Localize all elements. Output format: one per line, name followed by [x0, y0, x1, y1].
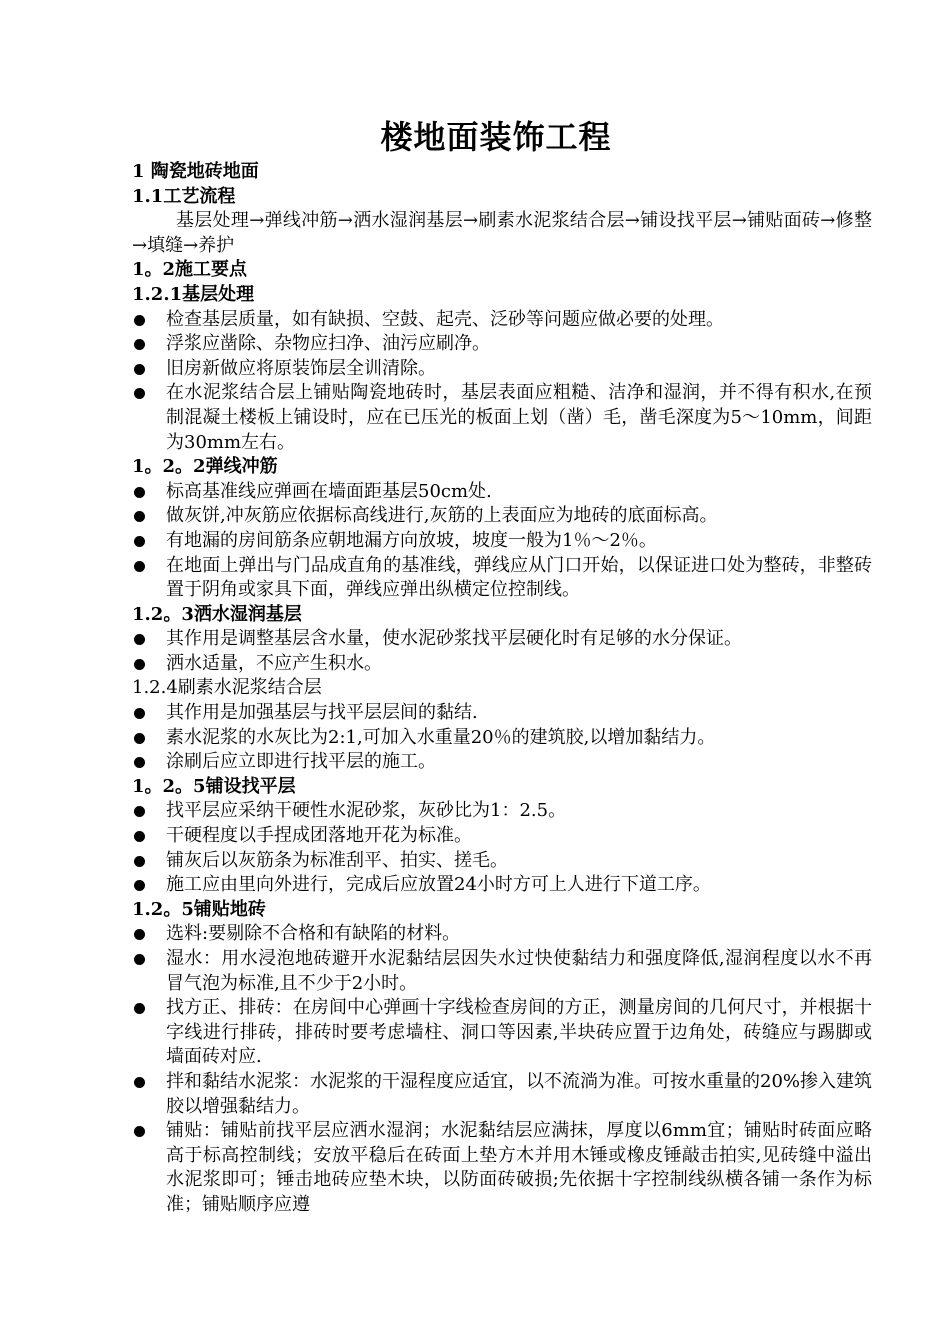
bullet-item [132, 308, 872, 333]
bullet-dot-icon [134, 954, 145, 965]
bullet-text: 有地漏的房间筋条应朝地漏方向放坡，坡度一般为1％～2％。 [166, 529, 657, 551]
bullet-item [132, 824, 872, 849]
bullet-dot-icon [134, 733, 145, 744]
bullet-text: 涂刷后应立即进行找平层的施工。 [166, 751, 436, 773]
bullet-item [132, 381, 872, 455]
bullet-item [132, 1070, 872, 1119]
bullet-text: 拌和黏结水泥浆：水泥浆的干湿程度应适宜，以不流淌为准。可按水重量的20%掺入建筑胶以增强黏结力。 [166, 1070, 873, 1117]
bullet-dot-icon [134, 708, 145, 719]
bullet-text: 其作用是加强基层与找平层层间的黏结. [166, 702, 478, 724]
bullet-dot-icon [134, 856, 145, 867]
bullet-dot-icon [134, 634, 145, 645]
bullet-dot-icon [134, 487, 145, 498]
bullet-dot-icon [134, 536, 145, 547]
document-title: 楼地面装饰工程 [380, 118, 612, 156]
bullet-text: 铺贴：铺贴前找平层应洒水湿润；水泥黏结层应满抹，厚度以6mm宜；铺贴时砖面应略高于标高控制线；安放平稳后在砖面上垫方木并用木锤或橡皮锤敲击拍实,见砖缝中溢出水泥浆即可；锤击地砖应垫木块，以防面砖破损;先依据十字控制线纵横各铺一条作为标准；铺贴顺序应遵 [166, 1120, 872, 1215]
bullet-dot-icon [134, 806, 145, 817]
section-heading: 1。2施工要点 [132, 259, 248, 281]
bullet-item [132, 996, 872, 1070]
bullet-text: 标高基准线应弹画在墙面距基层50cm处. [166, 480, 492, 502]
bullet-item [132, 750, 872, 775]
bullet-text: 施工应由里向外进行，完成后应放置24小时方可上人进行下道工序。 [166, 874, 711, 896]
bullet-dot-icon [134, 831, 145, 842]
bullet-dot-icon [134, 1077, 145, 1088]
bullet-text: 浮浆应凿除、杂物应扫净、油污应刷净。 [166, 333, 490, 355]
section-heading: 1 陶瓷地砖地面 [132, 161, 259, 182]
bullet-text: 检查基层质量，如有缺损、空鼓、起壳、泛砂等问题应做必要的处理。 [166, 308, 724, 330]
bullet-dot-icon [134, 659, 145, 670]
bullet-item [132, 873, 872, 898]
section-heading: 1.2.4刷素水泥浆结合层 [132, 677, 322, 699]
bullet-item [132, 480, 872, 505]
bullet-item [132, 947, 872, 996]
bullet-item [132, 799, 872, 824]
bullet-text: 干硬程度以手捏成团落地开花为标准。 [166, 825, 472, 847]
section-heading: 1.2.1基层处理 [132, 283, 255, 305]
bullet-dot-icon [134, 929, 145, 940]
section-heading: 1。2。2弹线冲筋 [132, 456, 278, 478]
bullet-text: 在地面上弹出与门品成直角的基准线，弹线应从门口开始，以保证进口处为整砖，非整砖置于阴角或家具下面，弹线应弹出纵横定位控制线。 [166, 554, 872, 601]
bullet-item [132, 922, 872, 947]
bullet-item [132, 652, 872, 677]
document-body [132, 160, 872, 1218]
bullet-item [132, 504, 872, 529]
bullet-text: 其作用是调整基层含水量，使水泥砂浆找平层硬化时有足够的水分保证。 [166, 628, 742, 650]
bullet-text: 旧房新做应将原装饰层全训清除。 [166, 357, 436, 379]
bullet-item [132, 849, 872, 874]
bullet-dot-icon [134, 511, 145, 522]
bullet-dot-icon [134, 1003, 145, 1014]
bullet-dot-icon [134, 561, 145, 572]
bullet-text: 素水泥浆的水灰比为2:1,可加入水重量20％的建筑胶,以增加黏结力。 [166, 726, 716, 748]
bullet-dot-icon [134, 880, 145, 891]
bullet-item [132, 1119, 872, 1217]
bullet-text: 洒水适量，不应产生积水。 [166, 652, 382, 674]
bullet-dot-icon [134, 364, 145, 375]
section-heading: 1。2。5铺设找平层 [132, 775, 296, 797]
bullet-dot-icon [134, 757, 145, 768]
bullet-item [132, 357, 872, 382]
bullet-item [132, 726, 872, 751]
bullet-text: 铺灰后以灰筋条为标准刮平、拍实、搓毛。 [166, 849, 508, 871]
bullet-text: 找方正、排砖：在房间中心弹画十字线检查房间的方正，测量房间的几何尺寸，并根据十字线进行排砖，排砖时要考虑墙柱、洞口等因素,半块砖应置于边角处，砖缝应与踢脚或墙面砖对应. [166, 997, 872, 1068]
paragraph: 基层处理→弹线冲筋→洒水湿润基层→刷素水泥浆结合层→铺设找平层→铺贴面砖→修整→填缝→养护 [132, 210, 872, 256]
bullet-text: 找平层应采纳干硬性水泥砂浆，灰砂比为1：2.5。 [166, 800, 567, 822]
section-heading: 1.1工艺流程 [132, 185, 236, 207]
bullet-text: 做灰饼,冲灰筋应依据标高线进行,灰筋的上表面应为地砖的底面标高。 [166, 505, 718, 527]
bullet-dot-icon [134, 339, 145, 350]
bullet-item [132, 554, 872, 603]
bullet-item [132, 332, 872, 357]
bullet-dot-icon [134, 1126, 145, 1137]
bullet-dot-icon [134, 315, 145, 326]
bullet-item [132, 627, 872, 652]
bullet-dot-icon [134, 388, 145, 399]
section-heading: 1.2。3洒水湿润基层 [132, 603, 302, 625]
bullet-text: 湿水：用水浸泡地砖避开水泥黏结层因失水过快使黏结力和强度降低,湿润程度以水不再冒气泡为标准,且不少于2小时。 [166, 948, 872, 994]
bullet-text: 选料:要剔除不合格和有缺陷的材料。 [166, 923, 461, 945]
section-heading: 1.2。5铺贴地砖 [132, 898, 266, 920]
bullet-item [132, 529, 872, 554]
bullet-item [132, 701, 872, 726]
bullet-text: 在水泥浆结合层上铺贴陶瓷地砖时，基层表面应粗糙、洁净和湿润，并不得有积水,在预制混凝土楼板上铺设时，应在已压光的板面上划（凿）毛，凿毛深度为5～10mm，间距为30mm左右。 [166, 382, 872, 453]
